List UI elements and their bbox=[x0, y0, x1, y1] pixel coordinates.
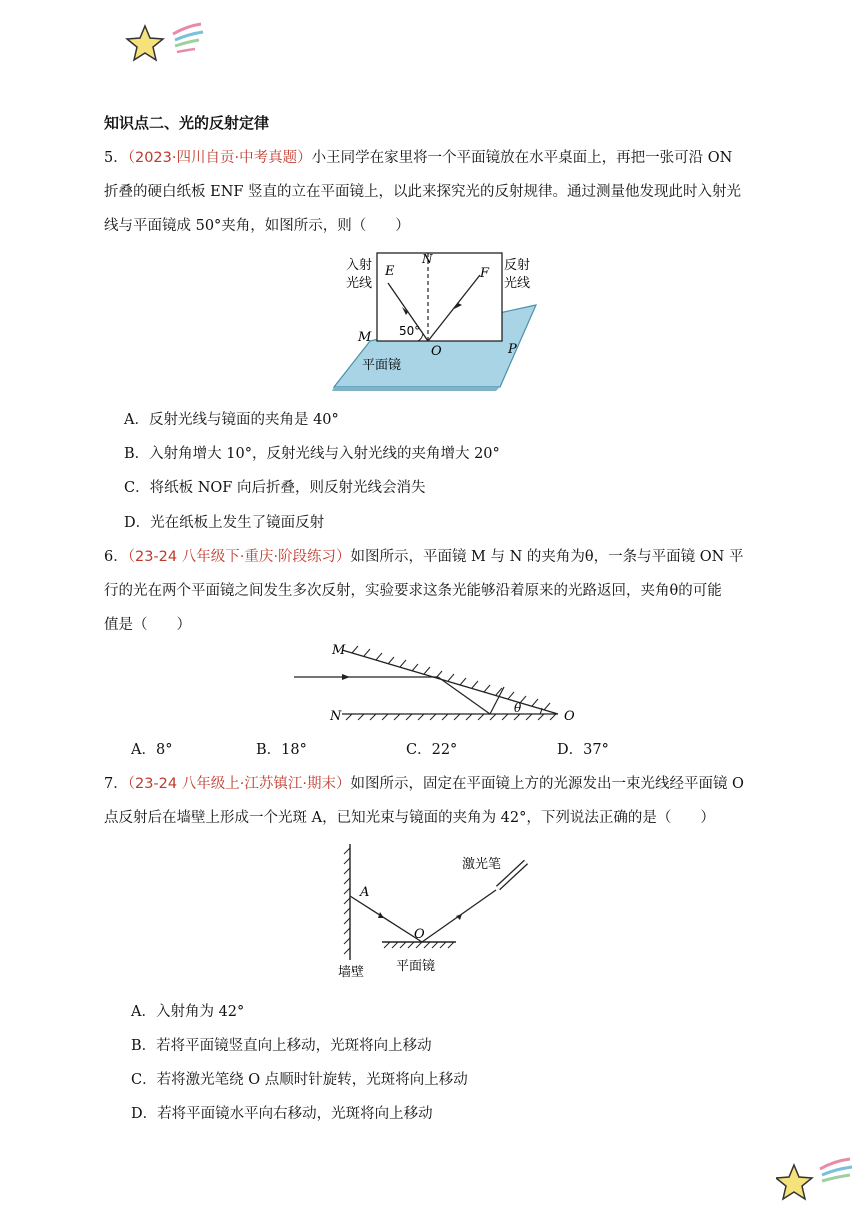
q5-line1 bbox=[104, 146, 732, 167]
q5-option-c[interactable]: C．将纸板 NOF 向后折叠，则反射光线会消失 bbox=[124, 480, 426, 496]
q6-number: 6． bbox=[104, 549, 128, 565]
label-o: O bbox=[414, 927, 425, 942]
star-decoration-icon bbox=[125, 18, 205, 66]
q5-line2: 折叠的硬白纸板 ENF 竖直的立在平面镜上，以此来探究光的反射规律。通过测量他发现此时入射光 bbox=[104, 184, 742, 200]
label-laser: 激光笔 bbox=[462, 857, 502, 872]
q6-figure bbox=[290, 640, 590, 728]
label-n: N bbox=[422, 252, 433, 266]
q7-text1: 如图所示，固定在平面镜上方的光源发出一束光线经平面镜 O bbox=[350, 776, 744, 792]
label-o: O bbox=[564, 709, 575, 724]
q5-source: （2023·四川自贡·中考真题） bbox=[127, 150, 312, 166]
label-incident2: 光线 bbox=[346, 276, 373, 291]
label-reflected2: 光线 bbox=[504, 276, 531, 291]
label-reflected: 反射 bbox=[504, 258, 531, 273]
laser-pen bbox=[498, 862, 526, 888]
q5-option-d[interactable]: D．光在纸板上发生了镜面反射 bbox=[124, 515, 325, 531]
label-e: E bbox=[385, 264, 395, 279]
label-mirror: 平面镜 bbox=[396, 959, 436, 974]
q5-line3: 线与平面镜成 50°夹角，如图所示，则（ ） bbox=[104, 218, 410, 234]
label-theta: θ bbox=[514, 701, 522, 715]
reflected-beam bbox=[350, 896, 422, 942]
q7-option-c[interactable]: C．若将激光笔绕 O 点顺时针旋转，光斑将向上移动 bbox=[131, 1072, 468, 1088]
label-a: A bbox=[360, 885, 370, 900]
q7-figure bbox=[330, 840, 540, 985]
q6-line3: 值是（ ） bbox=[104, 617, 191, 633]
q5-number: 5． bbox=[104, 150, 128, 166]
q5-text1: 小王同学在家里将一个平面镜放在水平桌面上，再把一张可沿 ON bbox=[311, 150, 733, 166]
label-o: O bbox=[431, 344, 442, 359]
q6-option-c[interactable]: C．22° bbox=[406, 742, 458, 758]
section-title: 知识点二、光的反射定律 bbox=[104, 114, 270, 132]
q7-option-b[interactable]: B．若将平面镜竖直向上移动，光斑将向上移动 bbox=[131, 1038, 432, 1054]
q7-number: 7． bbox=[104, 776, 128, 792]
q6-source: （23-24 八年级下·重庆·阶段练习） bbox=[127, 549, 351, 565]
q7-option-a[interactable]: A．入射角为 42° bbox=[131, 1004, 245, 1020]
mirror-n-hatch bbox=[346, 714, 556, 720]
q6-line2: 行的光在两个平面镜之间发生多次反射，实验要求这条光能够沿着原来的光路返回，夹角θ的可能 bbox=[104, 583, 722, 599]
label-angle: 50° bbox=[399, 324, 421, 338]
q6-text1: 如图所示，平面镜 M 与 N 的夹角为θ，一条与平面镜 ON 平 bbox=[350, 549, 744, 565]
label-wall: 墙壁 bbox=[338, 965, 365, 980]
q7-line1 bbox=[104, 772, 744, 793]
q6-option-d[interactable]: D．37° bbox=[557, 742, 609, 758]
label-m: M bbox=[358, 330, 372, 345]
wall-hatch bbox=[344, 848, 350, 954]
label-m: M bbox=[332, 643, 346, 658]
q5-option-b[interactable]: B．入射角增大 10°，反射光线与入射光线的夹角增大 20° bbox=[124, 446, 500, 462]
label-n: N bbox=[330, 709, 342, 724]
q7-source: （23-24 八年级上·江苏镇江·期末） bbox=[127, 776, 351, 792]
mirror-hatch bbox=[384, 942, 454, 948]
label-mirror: 平面镜 bbox=[362, 358, 402, 373]
label-incident: 入射 bbox=[346, 258, 373, 273]
q7-option-d[interactable]: D．若将平面镜水平向右移动，光斑将向上移动 bbox=[131, 1106, 433, 1122]
q7-line2: 点反射后在墙壁上形成一个光斑 A，已知光束与镜面的夹角为 42°，下列说法正确的是（ ） bbox=[104, 810, 715, 826]
q6-option-a[interactable]: A．8° bbox=[131, 742, 173, 758]
q5-figure bbox=[330, 245, 540, 393]
label-f: F bbox=[480, 266, 490, 281]
q6-option-b[interactable]: B．18° bbox=[256, 742, 307, 758]
reflected-ray-1 bbox=[438, 677, 490, 714]
label-p: P bbox=[508, 342, 517, 357]
q6-line1 bbox=[104, 545, 743, 566]
q5-option-a[interactable]: A．反射光线与镜面的夹角是 40° bbox=[124, 412, 339, 428]
mirror-m bbox=[342, 650, 558, 714]
star-decoration-icon bbox=[776, 1155, 856, 1203]
reflected-ray-2 bbox=[490, 687, 504, 714]
mirror-edge bbox=[332, 387, 500, 391]
